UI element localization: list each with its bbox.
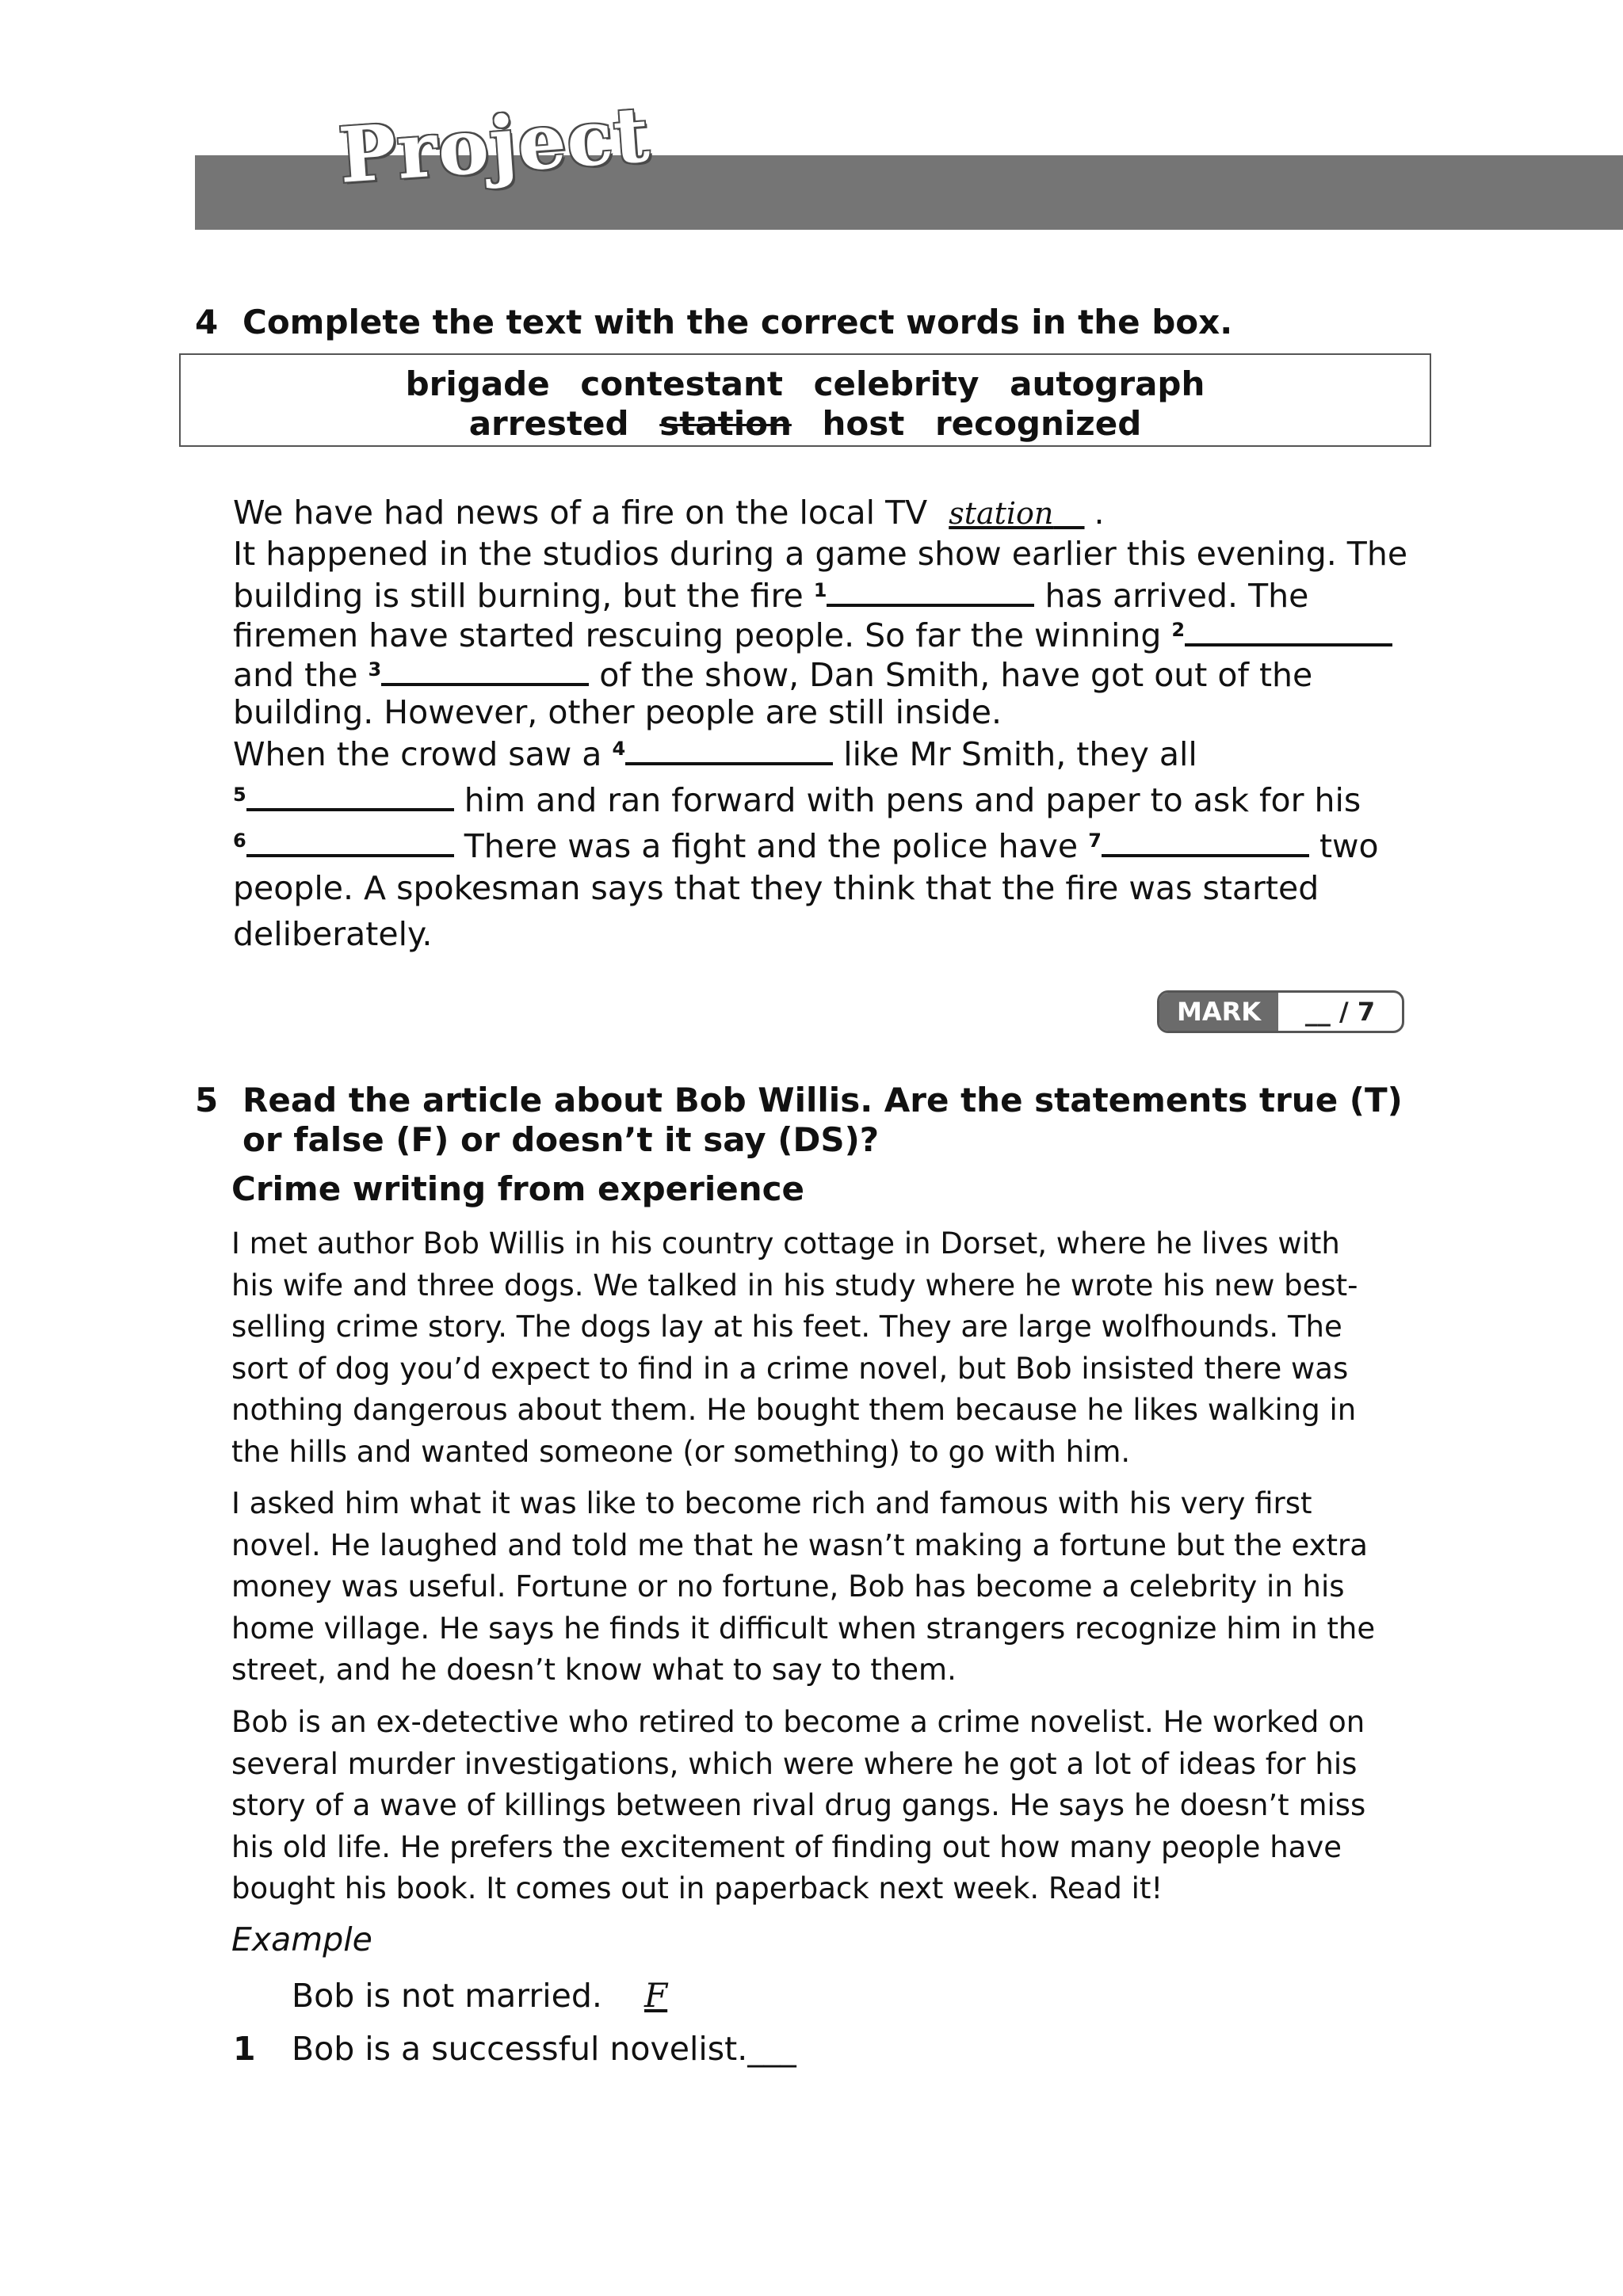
word-option: autograph xyxy=(1010,364,1205,403)
example-answer: station xyxy=(949,496,1054,531)
article-line: the hills and wanted someone (or something) to go with him. xyxy=(231,1434,1131,1469)
article-line: story of a wave of killings between rival drug gangs. He says he doesn’t miss xyxy=(231,1788,1366,1822)
text-segment: two xyxy=(1319,827,1379,865)
answer-blank-3[interactable] xyxy=(381,653,589,686)
article-line: nothing dangerous about them. He bought them because he likes walking in xyxy=(231,1393,1357,1427)
article-paragraph-3 xyxy=(231,1702,1365,1910)
text-segment: We have had news of a fire on the local TV xyxy=(233,494,928,532)
article-line: money was useful. Fortune or no fortune, Bob has become a celebrity in his xyxy=(231,1569,1345,1604)
gapfill-line-8 xyxy=(233,778,1361,820)
article-line: Bob is an ex-detective who retired to become a crime novelist. He worked on xyxy=(231,1705,1365,1739)
gapfill-line-1 xyxy=(233,493,1105,533)
article-line: his wife and three dogs. We talked in his study where he wrote his new best- xyxy=(231,1268,1358,1302)
article-line: bought his book. It comes out in paperback next week. Read it! xyxy=(231,1871,1163,1905)
article-line: street, and he doesn’t know what to say to them. xyxy=(231,1653,957,1687)
gap-number: 1 xyxy=(813,579,827,601)
article-title: Crime writing from experience xyxy=(231,1169,805,1208)
statement-text: Bob is a successful novelist. xyxy=(292,2030,748,2068)
answer-blank-6[interactable] xyxy=(246,824,454,857)
article-paragraph-2 xyxy=(231,1483,1375,1691)
exercise-4-heading xyxy=(195,303,1542,342)
gapfill-line-10: people. A spokesman says that they think that the fire was started xyxy=(233,869,1319,907)
answer-blank-1[interactable] xyxy=(827,574,1034,607)
gap-number: 5 xyxy=(233,784,246,806)
article-line: novel. He laughed and told me that he wasn’t making a fortune but the extra xyxy=(231,1527,1368,1562)
answer-blank-5[interactable] xyxy=(246,778,454,811)
word-option: contestant xyxy=(580,364,783,403)
exercise-5-heading xyxy=(195,1081,1590,1160)
text-segment: him and ran forward with pens and paper to ask for his xyxy=(464,781,1361,819)
gapfill-line-2: It happened in the studios during a game show earlier this evening. The xyxy=(233,535,1408,573)
gapfill-line-5 xyxy=(233,653,1312,695)
word-option: celebrity xyxy=(813,364,980,403)
text-segment: There was a fight and the police have xyxy=(464,827,1079,865)
statement-answer-blank[interactable]: ___ xyxy=(747,2030,796,2068)
word-box-row-2 xyxy=(181,404,1430,444)
word-option: arrested xyxy=(468,404,629,443)
example-answer-blank xyxy=(938,494,1094,532)
answer-blank-2[interactable] xyxy=(1185,613,1392,646)
article-line: his old life. He prefers the excitement of finding out how many people have xyxy=(231,1829,1342,1864)
project-logo: Project xyxy=(336,89,653,200)
text-segment: has arrived. The xyxy=(1044,577,1309,615)
article-line: selling crime story. The dogs lay at his feet. They are large wolfhounds. The xyxy=(231,1310,1342,1344)
text-segment: When the crowd saw a xyxy=(233,735,602,773)
gap-number: 2 xyxy=(1171,619,1186,641)
mark-label: MARK xyxy=(1159,993,1278,1031)
article-line: home village. He says he finds it difficult when strangers recognize him in the xyxy=(231,1611,1376,1646)
exercise-instruction-line-1: Read the article about Bob Willis. Are the statements true (T) xyxy=(242,1081,1403,1119)
gapfill-line-4 xyxy=(233,613,1392,655)
text-segment: firemen have started rescuing people. So far the winning xyxy=(233,616,1162,654)
statement-number: 1 xyxy=(233,2030,256,2068)
example-statement xyxy=(292,1976,672,2015)
gap-number: 7 xyxy=(1088,830,1102,852)
answer-blank-7[interactable] xyxy=(1102,824,1309,857)
gap-number: 3 xyxy=(368,658,382,681)
article-line: I asked him what it was like to become rich and famous with his very first xyxy=(231,1486,1312,1520)
word-box-row-1 xyxy=(181,364,1430,404)
mark-score: __ / 7 xyxy=(1304,997,1376,1027)
text-segment: . xyxy=(1094,494,1105,532)
example-label: Example xyxy=(231,1920,372,1958)
gapfill-line-7 xyxy=(233,732,1197,774)
gapfill-line-9 xyxy=(233,824,1379,866)
text-segment: and the xyxy=(233,656,358,694)
article-paragraph-1 xyxy=(231,1223,1358,1473)
gap-number: 4 xyxy=(612,738,626,760)
gap-number: 6 xyxy=(233,830,246,852)
exercise-number: 5 xyxy=(195,1081,219,1119)
word-box xyxy=(179,353,1431,447)
statement-1 xyxy=(233,2030,796,2068)
word-option: host xyxy=(822,404,905,443)
article-line: several murder investigations, which were where he got a lot of ideas for his xyxy=(231,1746,1358,1781)
example-answer: F xyxy=(644,1976,668,2015)
answer-blank-4[interactable] xyxy=(625,732,833,765)
statement-text: Bob is not married. xyxy=(292,1977,602,2015)
exercise-instruction: Complete the text with the correct words in the box. xyxy=(242,303,1233,341)
exercise-number: 4 xyxy=(195,303,219,341)
text-segment: of the show, Dan Smith, have got out of the xyxy=(599,656,1313,694)
gapfill-line-6: building. However, other people are still inside. xyxy=(233,693,1002,731)
word-option: recognized xyxy=(934,404,1142,443)
mark-score-box xyxy=(1157,990,1404,1033)
text-segment: building is still burning, but the fire xyxy=(233,577,804,615)
article-line: sort of dog you’d expect to find in a crime novel, but Bob insisted there was xyxy=(231,1351,1349,1386)
word-option: brigade xyxy=(405,364,550,403)
exercise-instruction-line-2: or false (F) or doesn’t it say (DS)? xyxy=(242,1120,880,1159)
word-option-crossed-out: station xyxy=(659,404,792,443)
text-segment: like Mr Smith, they all xyxy=(843,735,1197,773)
gapfill-line-11: deliberately. xyxy=(233,915,433,953)
gapfill-line-3 xyxy=(233,574,1308,616)
article-line: I met author Bob Willis in his country cottage in Dorset, where he lives with xyxy=(231,1226,1340,1261)
example-answer-blank xyxy=(624,1977,672,2015)
